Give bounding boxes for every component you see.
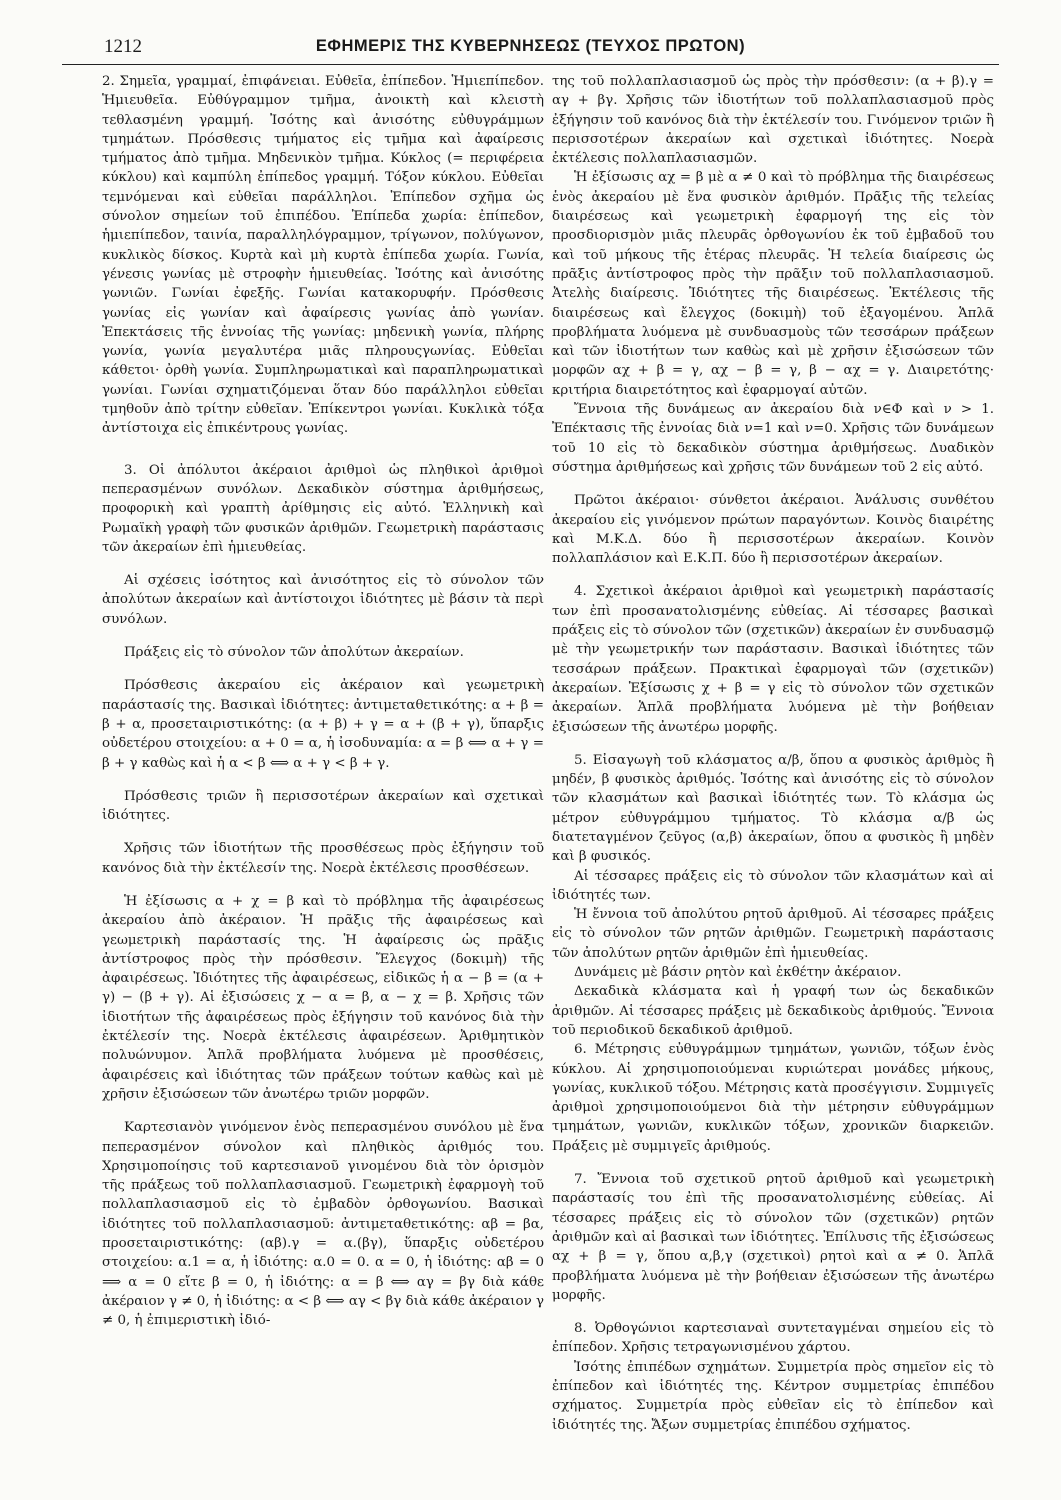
section-3-paragraph: 3. Οἱ ἀπόλυτοι ἀκέραιοι ἀριθμοὶ ὡς πληθικοὶ ἀριθμοὶ πεπερασμένων συνόλων. Δεκαδικὸν σύστημα ἀριθμήσεως, προφορικὴ καὶ γραπτὴ ἀρίθμησις εἰς αὐτό. Ἑλληνικὴ καὶ Ρωμαϊκὴ γραφὴ τῶν φυσικῶν ἀριθμῶν. Γεωμετρικὴ παράστασις τῶν ἀκεραίων ἐπὶ ἡμιευθείας. bbox=[102, 462, 544, 555]
addition-three-paragraph: Πρόσθεσις τριῶν ἢ περισσοτέρων ἀκεραίων καὶ σχετικαὶ ἰδιότητες. bbox=[102, 788, 544, 824]
symmetry-paragraph: Ἰσότης ἐπιπέδων σχημάτων. Συμμετρία πρὸς σημεῖον εἰς τὸ ἐπίπεδον καὶ ἰδιότητές της. Κέντρον συμμετρίας ἐπιπέδου σχήματος. Συμμετρία πρὸς εὐθεῖαν εἰς τὸ ἐπίπεδον καὶ ἰδιότητές της. Ἄξων συμμετρίας ἐπιπέδου σχήματος. bbox=[552, 1359, 994, 1433]
multiplication-paragraph: Καρτεσιανὸν γινόμενον ἑνὸς πεπερασμένου συνόλου μὲ ἕνα πεπερασμένον σύνολον καὶ πληθικὸς ἀριθμός του. Χρησιμοποίησις τοῦ καρτεσιανοῦ γινομένου διὰ τὸν ὁρισμὸν τῆς πράξεως τοῦ πολλαπλασιασμοῦ. Γεωμετρικὴ ἐφαρμογὴ τοῦ πολλαπλασιασμοῦ εἰς τὸ ἐμβαδὸν ὀρθογωνίου. Βασικαὶ ἰδιότητες τοῦ πολλαπλασιασμοῦ: ἀντιμεταθετικότης: αβ = βα, προσεταιριστικότης: (αβ).γ = α.(βγ), ὕπαρξις οὐδετέρου στοιχείου: α.1 = α, ἡ ἰδιότης: α.0 = 0. α = 0, ἡ ἰδιότης: αβ = 0 ⟹ α = 0 εἴτε β = 0, ἡ ἰδιότης: α = β ⟺ αγ = βγ διὰ κάθε ἀκέραιον γ ≠ 0, ἡ ἰδιότης: α < β ⟺ αγ < βγ διὰ κάθε ἀκέραιον γ ≠ 0, ἡ ἐπιμεριστικὴ ἰδιό- bbox=[102, 1120, 544, 1329]
section-2-paragraph: 2. Σημεῖα, γραμμαί, ἐπιφάνειαι. Εὐθεῖα, ἐπίπεδον. Ἡμιεπίπεδον. Ἡμιευθεῖα. Εὐθύγραμμον τμῆμα, ἀνοικτὴ καὶ κλειστὴ τεθλασμένη γραμμή. Ἰσότης καὶ ἀνισότης εὐθυγράμμων τμημάτων. Πρόσθεσις τμήματος εἰς τμῆμα καὶ ἀφαίρεσις τμήματος ἀπὸ τμῆμα. Μηδενικὸν τμῆμα. Κύκλος (= περιφέρεια κύκλου) καὶ καμπύλη ἐπίπεδος γραμμή. Τόξον κύκλου. Εὐθεῖαι τεμνόμεναι καὶ εὐθεῖαι παράλληλοι. Ἐπίπεδον σχῆμα ὡς σύνολον σημείων τοῦ ἐπιπέδου. Ἐπίπεδα χωρία: ἐπίπεδον, ἡμιεπίπεδον, ταινία, παραλληλόγραμμον, τρίγωνον, πολύγωνον, κυκλικὸς δίσκος. Κυρτὰ καὶ μὴ κυρτὰ ἐπίπεδα χωρία. Γωνία, γένεσις γωνίας μὲ στροφὴν ἡμιευθείας. Ἰσότης καὶ ἀνισότης γωνιῶν. Γωνίαι ἐφεξῆς. Γωνίαι κατακορυφήν. Πρόσθεσις γωνίας εἰς γωνίαν καὶ ἀφαίρεσις γωνίας ἀπὸ γωνίαν. Ἐπεκτάσεις τῆς ἐννοίας τῆς γωνίας: μηδενικὴ γωνία, πλήρης γωνία, γωνία μεγαλυτέρα μιᾶς πληρουςγωνίας. Εὐθεῖαι κάθετοι· ὀρθὴ γωνία. Συμπληρωματικαὶ καὶ παραπληρωματικαὶ γωνίαι. Γωνίαι σχηματιζόμεναι ὅταν δύο παράλληλοι εὐθεῖαι τμηθοῦν ἀπὸ τρίτην εὐθεῖαν. Ἐπίκεντροι γωνίαι. Κυκλικὰ τόξα ἀντίστοιχα εἰς ἐπικέντρους γωνίας. bbox=[102, 74, 544, 437]
section-8-paragraph: 8. Ὀρθογώνιοι καρτεσιαναὶ συντεταγμέναι σημείου εἰς τὸ ἐπίπεδον. Χρῆσις τετραγωνισμένου χάρτου. bbox=[552, 1321, 994, 1356]
section-5-paragraph: 5. Εἰσαγωγὴ τοῦ κλάσματος α/β, ὅπου α φυσικὸς ἀριθμὸς ἢ μηδέν, β φυσικὸς ἀριθμός. Ἰσότης καὶ ἀνισότης εἰς τὸ σύνολον τῶν κλασμάτων καὶ βασικαὶ ἰδιότητές των. Τὸ κλάσμα ὡς μέτρον εὐθυγράμμου τμήματος. Τὸ κλάσμα α/β ὡς διατεταγμένον ζεῦγος (α,β) ἀκεραίων, ὅπου α φυσικὸς ἢ μηδὲν καὶ β φυσικός. bbox=[552, 752, 994, 865]
section-7-paragraph: 7. Ἔννοια τοῦ σχετικοῦ ρητοῦ ἀριθμοῦ καὶ γεωμετρικὴ παράστασίς του ἐπὶ τῆς προσανατολισμένης εὐθείας. Αἱ τέσσαρες πράξεις εἰς τὸ σύνολον τῶν (σχετικῶν) ρητῶν ἀριθμῶν καὶ αἱ βασικαὶ των ἰδιότητες. Ἐπίλυσις τῆς ἐξισώσεως αχ + β = γ, ὅπου α,β,γ (σχετικοὶ) ρητοὶ καὶ α ≠ 0. Ἁπλᾶ προβλήματα λυόμενα μὲ τὴν βοήθειαν ἐξισώσεων τῆς ἀνωτέρω μορφῆς. bbox=[552, 1172, 994, 1303]
decimal-fractions-paragraph: Δεκαδικὰ κλάσματα καὶ ἡ γραφή των ὡς δεκαδικῶν ἀριθμῶν. Αἱ τέσσαρες πράξεις μὲ δεκαδικοὺς ἀριθμούς. Ἔννοια τοῦ περιοδικοῦ δεκαδικοῦ ἀριθμοῦ. bbox=[552, 984, 994, 1038]
powers-rational-paragraph: Δυνάμεις μὲ βάσιν ρητὸν καὶ ἐκθέτην ἀκέραιον. bbox=[574, 965, 902, 981]
powers-paragraph: Ἔννοια τῆς δυνάμεως αν ἀκεραίου διὰ ν∈Φ καὶ ν > 1. Ἐπέκτασις τῆς ἐννοίας διὰ ν=1 καὶ ν=0. Χρῆσις τῶν δυνάμεων τοῦ 10 εἰς τὸ δεκαδικὸν σύστημα ἀριθμήσεως. Δυαδικὸν σύστημα ἀριθμήσεως καὶ χρῆσις τῶν δυνάμεων τοῦ 2 εἰς αὐτό. bbox=[552, 402, 994, 475]
rational-numbers-paragraph: Ἡ ἔννοια τοῦ ἀπολύτου ρητοῦ ἀριθμοῦ. Αἱ τέσσαρες πράξεις εἰς τὸ σύνολον τῶν ρητῶν ἀριθμῶν. Γεωμετρικὴ παράστασις τῶν ἀπολύτων ρητῶν ἀριθμῶν ἐπὶ ἡμιευθείας. bbox=[552, 907, 994, 961]
page-number: 1212 bbox=[104, 36, 142, 57]
operations-heading: Πράξεις εἰς τὸ σύνολον τῶν ἀπολύτων ἀκεραίων. bbox=[124, 645, 464, 661]
multiplication-continued-paragraph: της τοῦ πολλαπλασιασμοῦ ὡς πρὸς τὴν πρόσθεσιν: (α + β).γ = αγ + βγ. Χρῆσις τῶν ἰδιοτήτων τοῦ πολλαπλασιασμοῦ πρὸς ἐξήγησιν τοῦ κανόνος διὰ τὴν ἐκτέλεσίν του. Γινόμενον τριῶν ἢ περισσοτέρων ἀκεραίων καὶ σχετικαὶ ἰδιότητες. Νοερὰ ἐκτέλεσις πολλαπλασιασμῶν. bbox=[552, 74, 994, 167]
primes-paragraph: Πρῶτοι ἀκέραιοι· σύνθετοι ἀκέραιοι. Ἀνάλυσις συνθέτου ἀκεραίου εἰς γινόμενον πρώτων παραγόντων. Κοινὸς διαιρέτης καὶ Μ.Κ.Δ. δύο ἢ περισσοτέρων ἀκεραίων. Κοινὸν πολλαπλάσιον καὶ Ε.Κ.Π. δύο ἢ περισσοτέρων ἀκεραίων. bbox=[552, 493, 994, 567]
right-column bbox=[552, 72, 994, 1435]
equality-relations-paragraph: Αἱ σχέσεις ἰσότητος καὶ ἀνισότητος εἰς τὸ σύνολον τῶν ἀπολύτων ἀκεραίων καὶ ἀντίστοιχοι ἰδιότητες μὲ βάσιν τὰ περὶ συνόλων. bbox=[102, 573, 544, 627]
subtraction-paragraph: Ἡ ἐξίσωσις α + χ = β καὶ τὸ πρόβλημα τῆς ἀφαιρέσεως ἀκεραίου ἀπὸ ἀκέραιον. Ἡ πρᾶξις τῆς ἀφαιρέσεως καὶ γεωμετρικὴ παράστασίς της. Ἡ ἀφαίρεσις ὡς πρᾶξις ἀντίστροφος πρὸς τὴν πρόσθεσιν. Ἔλεγχος (δοκιμὴ) τῆς ἀφαιρέσεως. Ἰδιότητες τῆς ἀφαιρέσεως, εἰδικῶς ἡ α − β = (α + γ) − (β + γ). Αἱ ἐξισώσεις χ − α = β, α − χ = β. Χρῆσις τῶν ἰδιοτήτων τῆς ἀφαιρέσεως πρὸς ἐξήγησιν τοῦ κανόνος διὰ τὴν ἐκτέλεσίν της. Νοερὰ ἐκτέλεσις ἀφαιρέσεων. Ἀριθμητικὸν πολυώνυμον. Ἁπλᾶ προβλήματα λυόμενα μὲ προσθέσεις, ἀφαιρέσεις καὶ ἰδιότητας τῶν πράξεων τούτων καθὼς καὶ μὲ χρῆσιν ἐξισώσεων τῶν ἀνωτέρω τριῶν μορφῶν. bbox=[102, 893, 544, 1102]
fractions-operations-paragraph: Αἱ τέσσαρες πράξεις εἰς τὸ σύνολον τῶν κλασμάτων καὶ αἱ ἰδιότητές των. bbox=[552, 868, 994, 903]
page-header bbox=[62, 30, 999, 65]
section-4-paragraph: 4. Σχετικοὶ ἀκέραιοι ἀριθμοὶ καὶ γεωμετρικὴ παράστασίς των ἐπὶ προσανατολισμένης εὐθείας. Αἱ τέσσαρες βασικαὶ πράξεις εἰς τὸ σύνολον τῶν (σχετικῶν) ἀκεραίων ἐν συνδυασμῷ μὲ τὴν γεωμετρικήν των παράστασιν. Βασικαὶ ἰδιότητες τῶν τεσσάρων πράξεων. Πρακτικαὶ ἐφαρμογαὶ τῶν (σχετικῶν) ἀκεραίων. Ἐξίσωσις χ + β = γ εἰς τὸ σύνολον τῶν σχετικῶν ἀκεραίων. Ἁπλᾶ προβλήματα λυόμενα μὲ τὴν βοήθειαν ἐξισώσεων τῆς ἀνωτέρω μορφῆς. bbox=[552, 584, 994, 735]
gazette-title: ΕΦΗΜΕΡΙΣ ΤΗΣ ΚΥΒΕΡΝΗΣΕΩΣ (ΤΕΥΧΟΣ ΠΡΩΤΟΝ) bbox=[315, 37, 746, 55]
left-column bbox=[102, 72, 544, 1331]
addition-paragraph: Πρόσθεσις ἀκεραίου εἰς ἀκέραιον καὶ γεωμετρικὴ παράστασίς της. Βασικαὶ ἰδιότητες: ἀντιμεταθετικότης: α + β = β + α, προσεταιριστικότης: (α + β) + γ = α + (β + γ), ὕπαρξις οὐδετέρου στοιχείου: α + 0 = α, ἡ ἰσοδυναμία: α = β ⟺ α + γ = β + γ καθὼς καὶ ἡ α < β ⟺ α + γ < β + γ. bbox=[102, 678, 544, 771]
addition-rules-paragraph: Χρῆσις τῶν ἰδιοτήτων τῆς προσθέσεως πρὸς ἐξήγησιν τοῦ κανόνος διὰ τὴν ἐκτέλεσίν της. Νοερὰ ἐκτέλεσις προσθέσεων. bbox=[102, 841, 544, 876]
division-paragraph: Ἡ ἐξίσωσις αχ = β μὲ α ≠ 0 καὶ τὸ πρόβλημα τῆς διαιρέσεως ἑνὸς ἀκεραίου μὲ ἕνα φυσικὸν ἀριθμόν. Πρᾶξις τῆς τελείας διαιρέσεως καὶ γεωμετρικὴ ἐφαρμογή της εἰς τὸν προσδιορισμὸν μιᾶς πλευρᾶς ὀρθογωνίου ἐκ τοῦ ἐμβαδοῦ του καὶ τοῦ μήκους τῆς ἑτέρας πλευρᾶς. Ἡ τελεία διαίρεσις ὡς πρᾶξις ἀντίστροφος πρὸς τὴν πρᾶξιν τοῦ πολλαπλασιασμοῦ. Ἀτελὴς διαίρεσις. Ἰδιότητες τῆς διαιρέσεως. Ἐκτέλεσις τῆς διαιρέσεως καὶ ἔλεγχος (δοκιμὴ) τοῦ ἐξαγομένου. Ἁπλᾶ προβλήματα λυόμενα μὲ συνδυασμοὺς τῶν τεσσάρων πράξεων καὶ τῶν ἰδιοτήτων των καθὼς καὶ μὲ χρῆσιν ἐξισώσεων τῶν μορφῶν αχ + β = γ, αχ − β = γ, β − αχ = γ. Διαιρετότης· κριτήρια διαιρετότητος καὶ ἐφαρμογαί αὐτῶν. bbox=[552, 170, 994, 398]
section-6-paragraph: 6. Μέτρησις εὐθυγράμμων τμημάτων, γωνιῶν, τόξων ἑνὸς κύκλου. Αἱ χρησιμοποιούμεναι κυριώτεραι μονάδες μήκους, γωνίας, κυκλικοῦ τόξου. Μέτρησις κατὰ προσέγγισιν. Συμμιγεῖς ἀριθμοὶ χρησιμοποιούμενοι διὰ τὴν μέτρησιν εὐθυγράμμων τμημάτων, γωνιῶν, κυκλικῶν τόξων, χρονικῶν διαρκειῶν. Πράξεις μὲ συμμιγεῖς ἀριθμούς. bbox=[552, 1042, 994, 1154]
